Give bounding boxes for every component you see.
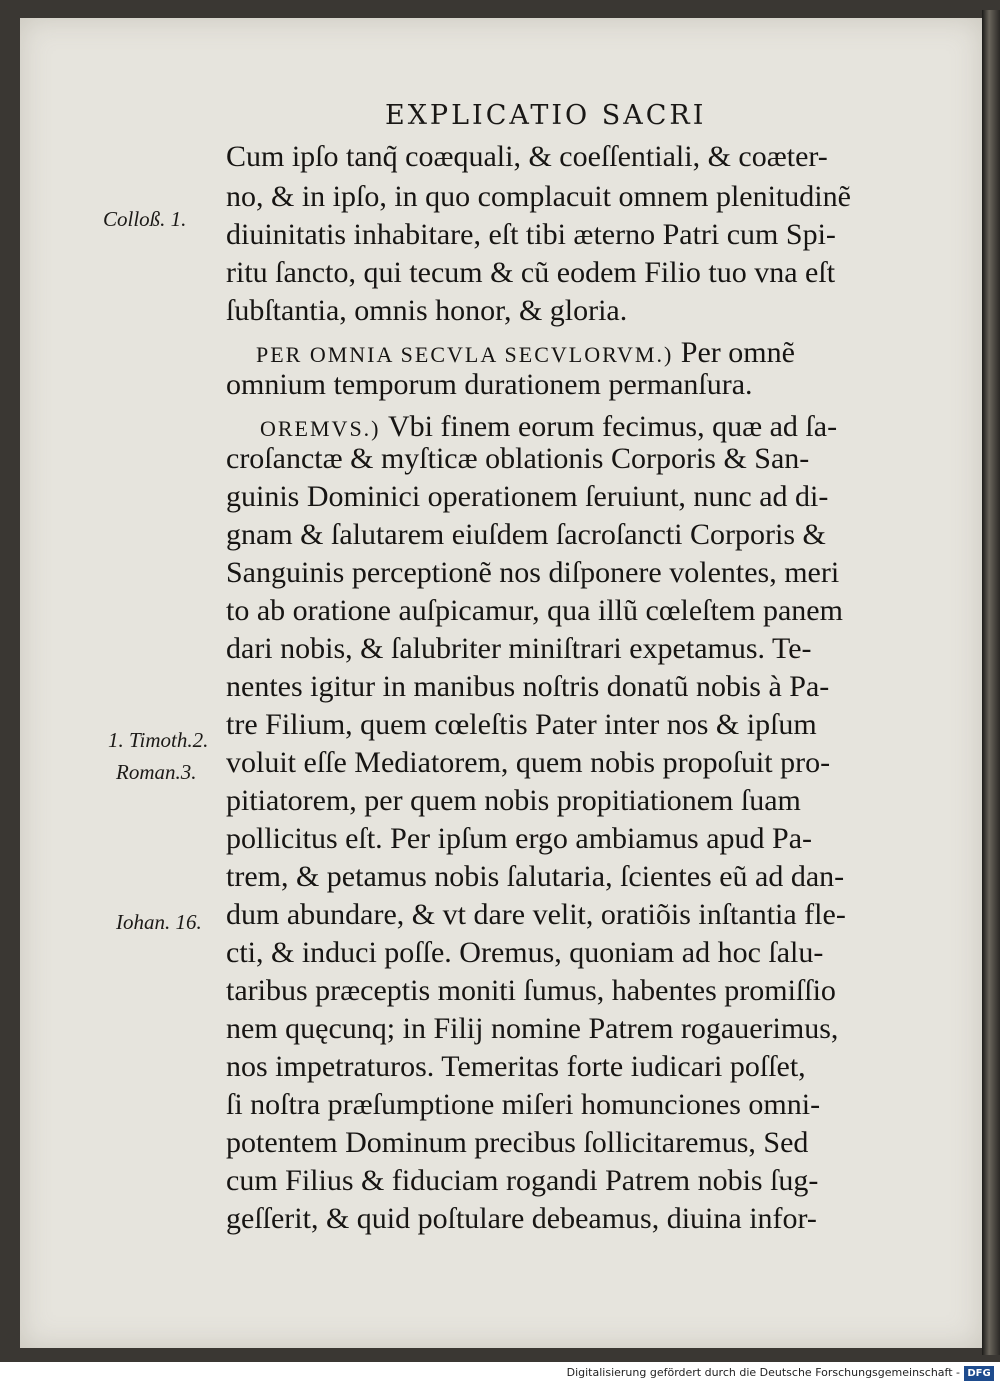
rubric-per-omnia: PER OMNIA SECVLA SECVLORVM.) — [256, 342, 674, 367]
text-line: Sanguinis perceptionẽ nos diſponere volentes, meri — [226, 556, 840, 589]
text-line: cti, & induci poſſe. Oremus, quoniam ad hoc ſalu- — [226, 936, 824, 969]
text-line: geſſerit, & quid poſtulare debeamus, diuina infor- — [226, 1202, 817, 1235]
text-line: taribus præceptis moniti ſumus, habentes promiſſio — [226, 974, 836, 1007]
text-per-omne: Per omnẽ — [680, 336, 795, 369]
text-line: dari nobis, & ſalubriter miniſtrari expetamus. Te- — [226, 632, 812, 665]
text-line: gnam & ſalutarem eiuſdem ſacroſancti Corporis & — [226, 518, 826, 551]
text-vbi-finem: Vbi finem eorum fecimus, quæ ad ſa- — [388, 410, 838, 443]
text-line: trem, & petamus nobis ſalutaria, ſcientes eũ ad dan- — [226, 860, 845, 893]
text-line: ſi noſtra præſumptione miſeri homunciones omni- — [226, 1088, 821, 1121]
rubric-oremus: OREMVS.) — [260, 416, 381, 441]
text-line: nem quęcunq; in Filij nomine Patrem rogauerimus, — [226, 1012, 839, 1045]
margin-note-roman: Roman.3. — [116, 760, 197, 784]
text-line: pollicitus eſt. Per ipſum ergo ambiamus apud Pa- — [226, 822, 813, 855]
footer-credit: Digitalisierung gefördert durch die Deutsche Forschungsgemeinschaft - — [566, 1366, 960, 1379]
text-line-oremus — [260, 410, 837, 444]
text-line: ritu ſancto, qui tecum & cũ eodem Filio tuo vna eſt — [226, 256, 836, 289]
text-line: ſubſtantia, omnis honor, & gloria. — [226, 294, 628, 327]
text-line: guinis Dominici operationem ſeruiunt, nunc ad di- — [226, 480, 829, 513]
running-header: EXPLICATIO SACRI — [385, 100, 707, 131]
text-line: dum abundare, & vt dare velit, oratiõis inſtantia fle- — [226, 898, 846, 931]
text-line: croſanctæ & myſticæ oblationis Corporis & San- — [226, 442, 810, 475]
text-line: Cum ipſo tanq̃ coæquali, & coeſſentiali, & coæter- — [226, 140, 828, 173]
text-line: potentem Dominum precibus ſollicitaremus, Sed — [226, 1126, 809, 1159]
margin-note-colloss: Colloß. 1. — [103, 207, 187, 231]
margin-note-iohan: Iohan. 16. — [116, 910, 202, 934]
text-line: diuinitatis inhabitare, eſt tibi æterno Patri cum Spi- — [226, 218, 836, 251]
text-line: cum Filius & fiduciam rogandi Patrem nobis ſug- — [226, 1164, 819, 1197]
text-line: nentes igitur in manibus noſtris donatũ nobis à Pa- — [226, 670, 830, 703]
text-line: to ab oratione auſpicamur, qua illũ cœleſtem panem — [226, 594, 843, 627]
dfg-logo: DFG — [964, 1366, 994, 1381]
text-line: no, & in ipſo, in quo complacuit omnem plenitudinẽ — [226, 180, 851, 213]
text-line: omnium temporum durationem permanſura. — [226, 368, 753, 401]
margin-note-timoth: 1. Timoth.2. — [108, 728, 209, 752]
text-line: tre Filium, quem cœleſtis Pater inter nos & ipſum — [226, 708, 817, 741]
text-line: voluit eſſe Mediatorem, quem nobis propoſuit pro- — [226, 746, 831, 779]
page-edge-shadow — [982, 10, 1000, 1355]
text-line: nos impetraturos. Temeritas forte iudicari poſſet, — [226, 1050, 806, 1083]
text-line: pitiatorem, per quem nobis propitiationem ſuam — [226, 784, 801, 817]
text-line-per-omnia — [256, 336, 795, 370]
footer-bar — [0, 1362, 1000, 1385]
